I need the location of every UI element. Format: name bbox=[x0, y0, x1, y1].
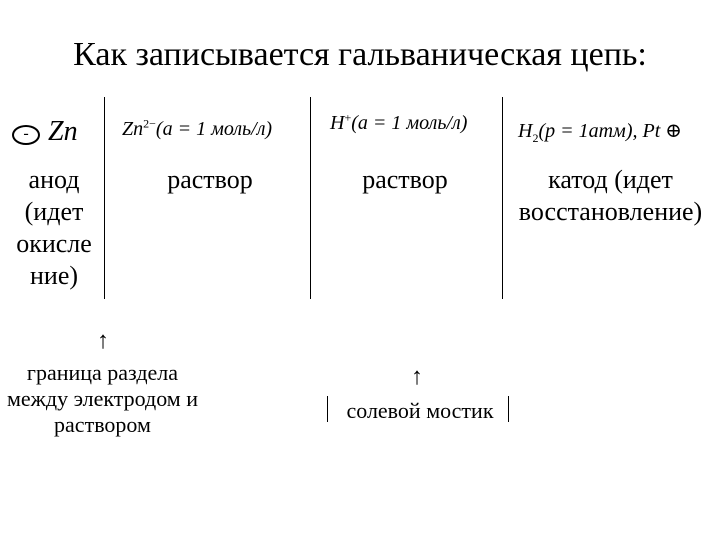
anode-ion: Zn bbox=[122, 118, 144, 140]
anode-electrode bbox=[12, 116, 78, 148]
salt-bridge-line-left bbox=[310, 97, 311, 299]
cathode-pressure: (p = 1атм), Pt bbox=[538, 120, 661, 142]
salt-bridge-bar-right bbox=[508, 396, 509, 422]
solution-left-label: раствор bbox=[167, 165, 253, 194]
cathode-label: катод (идет восстановление) bbox=[518, 165, 703, 226]
cathode-electrode-formula bbox=[518, 118, 682, 143]
cathode-gas-subscript: 2 bbox=[532, 131, 539, 145]
anode-solution-formula bbox=[122, 118, 272, 141]
anode-label: анод (идет окисле ние) bbox=[16, 165, 92, 290]
cathode-ion-charge: + bbox=[344, 110, 352, 125]
salt-bridge-bar-left bbox=[327, 396, 328, 422]
anode-ion-charge: 2− bbox=[143, 116, 156, 131]
anode-concentration: (a = 1 моль/л) bbox=[155, 118, 273, 140]
page-title: Как записывается гальваническая цепь: bbox=[73, 36, 647, 73]
boundary-note: граница раздела между электродом и раствором bbox=[7, 360, 198, 437]
electrode-solution-boundary-left bbox=[104, 97, 105, 299]
salt-bridge-note: солевой мостик bbox=[346, 398, 494, 423]
cathode-concentration: (a = 1 моль/л) bbox=[351, 112, 468, 134]
plus-sign-icon: ⊕ bbox=[665, 120, 683, 142]
cathode-gas: H bbox=[518, 120, 533, 142]
salt-bridge-arrow-icon: ↑ bbox=[411, 364, 423, 390]
cathode-solution-formula bbox=[330, 112, 467, 135]
boundary-arrow-icon: ↑ bbox=[97, 328, 109, 354]
salt-bridge-line-right bbox=[502, 97, 503, 299]
anode-metal: Zn bbox=[48, 116, 78, 147]
minus-sign-icon: - bbox=[12, 125, 40, 145]
cathode-ion: H bbox=[330, 112, 345, 134]
solution-right-label: раствор bbox=[362, 165, 448, 194]
